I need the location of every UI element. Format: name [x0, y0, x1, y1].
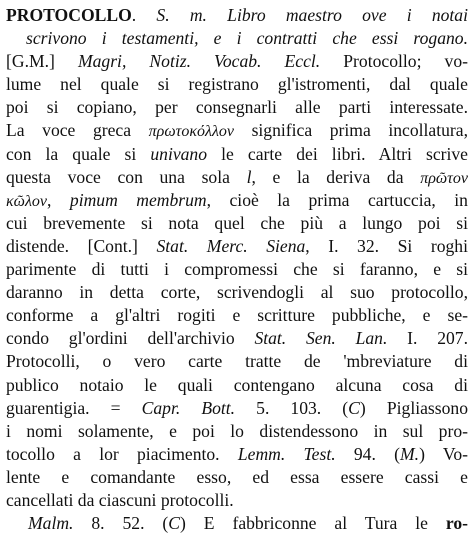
- text-segment: lume nel quale si registrano gl'istromenti, dal quale: [6, 74, 468, 95]
- text-segment: M.: [400, 443, 420, 464]
- text-segment: C: [348, 397, 360, 418]
- text-segment: Malm.: [28, 513, 74, 534]
- text-segment: ro-: [445, 513, 468, 534]
- text-line: [6, 350, 468, 373]
- text-segment: tocollo a lor piacimento.: [6, 443, 238, 464]
- text-segment: ) E fabbriconne al Tura le: [180, 513, 446, 534]
- text-segment: 94. (: [335, 443, 401, 464]
- text-line: [6, 143, 468, 166]
- text-segment: πρωτοκόλλον: [148, 123, 234, 141]
- text-segment: cui brevemente si nota quel che più a lungo poi si: [6, 212, 468, 233]
- text-segment: poi si copiano, per consegnarli alle parti interessate.: [6, 97, 468, 118]
- text-segment: questa voce con una sola: [6, 166, 247, 187]
- text-segment: l: [246, 166, 252, 187]
- text-segment: Protocolli, o vero carte tratte de 'mbreviature di: [6, 351, 468, 372]
- text-segment: Stat. Sen. Lan.: [254, 328, 388, 349]
- text-segment: daranno in detta corte, scrivendogli al suo protocollo,: [6, 282, 468, 303]
- text-segment: [G.M.]: [6, 51, 78, 72]
- text-segment: .: [131, 5, 157, 25]
- text-segment: cancellati da ciascuni protocolli.: [6, 489, 234, 510]
- text-line: [6, 443, 468, 466]
- text-segment: le carte dei libri. Altri scrive: [207, 143, 468, 164]
- text-line: [6, 489, 468, 512]
- text-segment: πρῶτον: [420, 169, 468, 187]
- text-line: [6, 50, 468, 73]
- text-line: [6, 235, 468, 258]
- text-line: [6, 512, 468, 535]
- text-segment: i nomi solamente, e poi lo distendessono in sul pro-: [6, 420, 468, 441]
- text-segment: scrivono i testamenti, e i contratti che essi rogano.: [26, 28, 468, 49]
- text-line: [6, 119, 468, 142]
- text-segment: S. m. Libro maestro ove i notai: [156, 5, 468, 25]
- text-segment: La voce greca: [6, 120, 149, 141]
- text-segment: Magri, Notiz. Vocab. Eccl.: [77, 51, 321, 72]
- text-segment: ,: [47, 189, 70, 210]
- text-segment: Protocollo; vo-: [320, 51, 468, 72]
- text-line: [6, 258, 468, 281]
- text-segment: univano: [150, 143, 208, 164]
- text-line: [6, 73, 468, 96]
- text-line: [6, 466, 468, 489]
- text-segment: C: [168, 513, 181, 534]
- text-segment: parimente di tutti i compromessi che si faranno, e si: [6, 259, 468, 280]
- text-segment: κῶλον: [6, 192, 48, 210]
- text-segment: ) Vo-: [419, 443, 468, 464]
- text-segment: lente e comandante esso, ed essa essere cassi e: [6, 466, 468, 487]
- text-line: [6, 96, 468, 119]
- text-line: [6, 420, 468, 443]
- text-segment: significa prima incollatura,: [233, 120, 468, 141]
- text-line: [6, 397, 468, 420]
- text-segment: , I. 32. Si roghi: [305, 235, 468, 256]
- text-line: [6, 27, 468, 50]
- text-line: [6, 166, 468, 189]
- text-segment: PROTOCOLLO: [6, 5, 132, 25]
- text-line: [6, 212, 468, 235]
- text-segment: guarentigia. =: [6, 397, 142, 418]
- text-line: [6, 327, 468, 350]
- text-segment: con la quale si: [6, 143, 151, 164]
- text-line: [6, 189, 468, 212]
- text-segment: I. 207.: [387, 328, 468, 349]
- text-line: [6, 4, 468, 27]
- text-segment: Capr. Bott.: [141, 397, 236, 418]
- text-line: [6, 304, 468, 327]
- text-segment: , e la deriva da: [251, 166, 421, 187]
- text-line: [6, 374, 468, 397]
- text-segment: condo gl'ordini dell'archivio: [6, 328, 255, 349]
- text-segment: Stat. Merc. Siena: [156, 235, 306, 256]
- text-segment: publico notaio le quali contengano alcuna cosa di: [6, 374, 468, 395]
- text-segment: , cioè la prima cartuccia, in: [206, 189, 468, 210]
- text-line: [6, 281, 468, 304]
- text-segment: pimum membrum: [69, 189, 207, 210]
- text-segment: conforme a gl'altri rogiti e scritture pubbliche, e se-: [6, 305, 468, 326]
- text-segment: distende. [Cont.]: [6, 235, 157, 256]
- text-segment: 8. 52. (: [73, 513, 169, 534]
- text-segment: Lemm. Test.: [237, 443, 336, 464]
- text-segment: 5. 103. (: [235, 397, 349, 418]
- text-segment: ) Pigliassono: [359, 397, 468, 418]
